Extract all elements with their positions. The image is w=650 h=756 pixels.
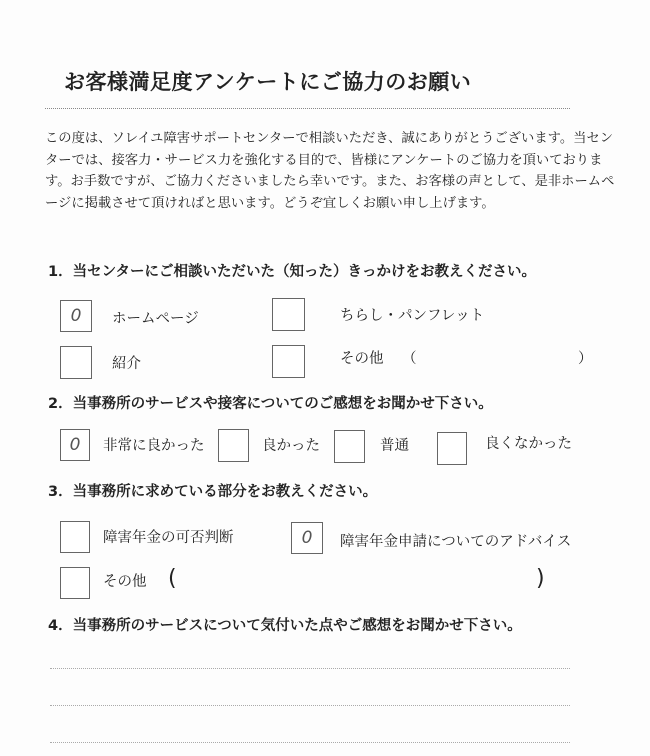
page-title: お客様満足度アンケートにご協力のお願い [64, 70, 472, 94]
divider [45, 108, 570, 109]
q1-label-other: その他 [340, 351, 384, 367]
q1-checkbox-flyer[interactable] [272, 298, 305, 331]
q1-label-homepage: ホームページ [112, 311, 199, 327]
q1-checkbox-homepage[interactable]: 0 [60, 300, 92, 332]
q3-checkbox-advice[interactable]: 0 [291, 522, 323, 554]
answer-line[interactable] [50, 742, 570, 743]
q2-label-average: 普通 [380, 438, 409, 454]
q1-checkbox-other[interactable] [272, 345, 305, 378]
q3-checkbox-eligibility[interactable] [60, 521, 90, 553]
q3-label-advice: 障害年金申請についてのアドバイス [340, 534, 572, 550]
q1-other-paren-open: （ [402, 351, 417, 367]
q2-checkbox-not-good[interactable] [437, 432, 467, 465]
q3-checkbox-other[interactable] [60, 567, 90, 599]
answer-line[interactable] [50, 668, 570, 669]
question-3-heading: 3．当事務所に求めている部分をお教えください。 [48, 484, 378, 500]
q1-label-referral: 紹介 [112, 356, 141, 372]
intro-text: この度は、ソレイユ障害サポートセンターで相談いただき、誠にありがとうございます。当センターでは、接客力・サービス力を強化する目的で、皆様にアンケートのご協力を頂いております。お手数ですが、ご協力くださいましたら幸いです。また、お客様の声として、是非ホームページに掲載させて頂ければと思います。どうぞ宜しくお願い申し上げます。 [45, 131, 615, 211]
q3-label-other: その他 [103, 574, 147, 590]
q1-other-paren-close: ） [578, 351, 593, 367]
question-2-heading: 2．当事務所のサービスや接客についてのご感想をお聞かせ下さい。 [48, 396, 493, 412]
q1-checkbox-referral[interactable] [60, 346, 92, 379]
q2-checkbox-good[interactable] [218, 429, 249, 462]
q2-checkbox-very-good[interactable]: 0 [60, 429, 90, 461]
q3-label-eligibility: 障害年金の可否判断 [103, 530, 234, 546]
q1-label-flyer: ちらし・パンフレット [340, 308, 485, 324]
answer-line[interactable] [50, 705, 570, 706]
q2-label-not-good: 良くなかった [485, 436, 572, 452]
question-4-heading: 4．当事務所のサービスについて気付いた点やご感想をお聞かせ下さい。 [48, 618, 522, 634]
q2-label-good: 良かった [262, 438, 320, 454]
question-1-heading: 1．当センターにご相談いただいた（知った）きっかけをお教えください。 [48, 264, 537, 280]
q3-other-paren-open: ( [168, 566, 177, 591]
q3-other-paren-close: ) [536, 566, 545, 591]
q2-label-very-good: 非常に良かった [103, 438, 205, 454]
q2-checkbox-average[interactable] [334, 430, 365, 463]
